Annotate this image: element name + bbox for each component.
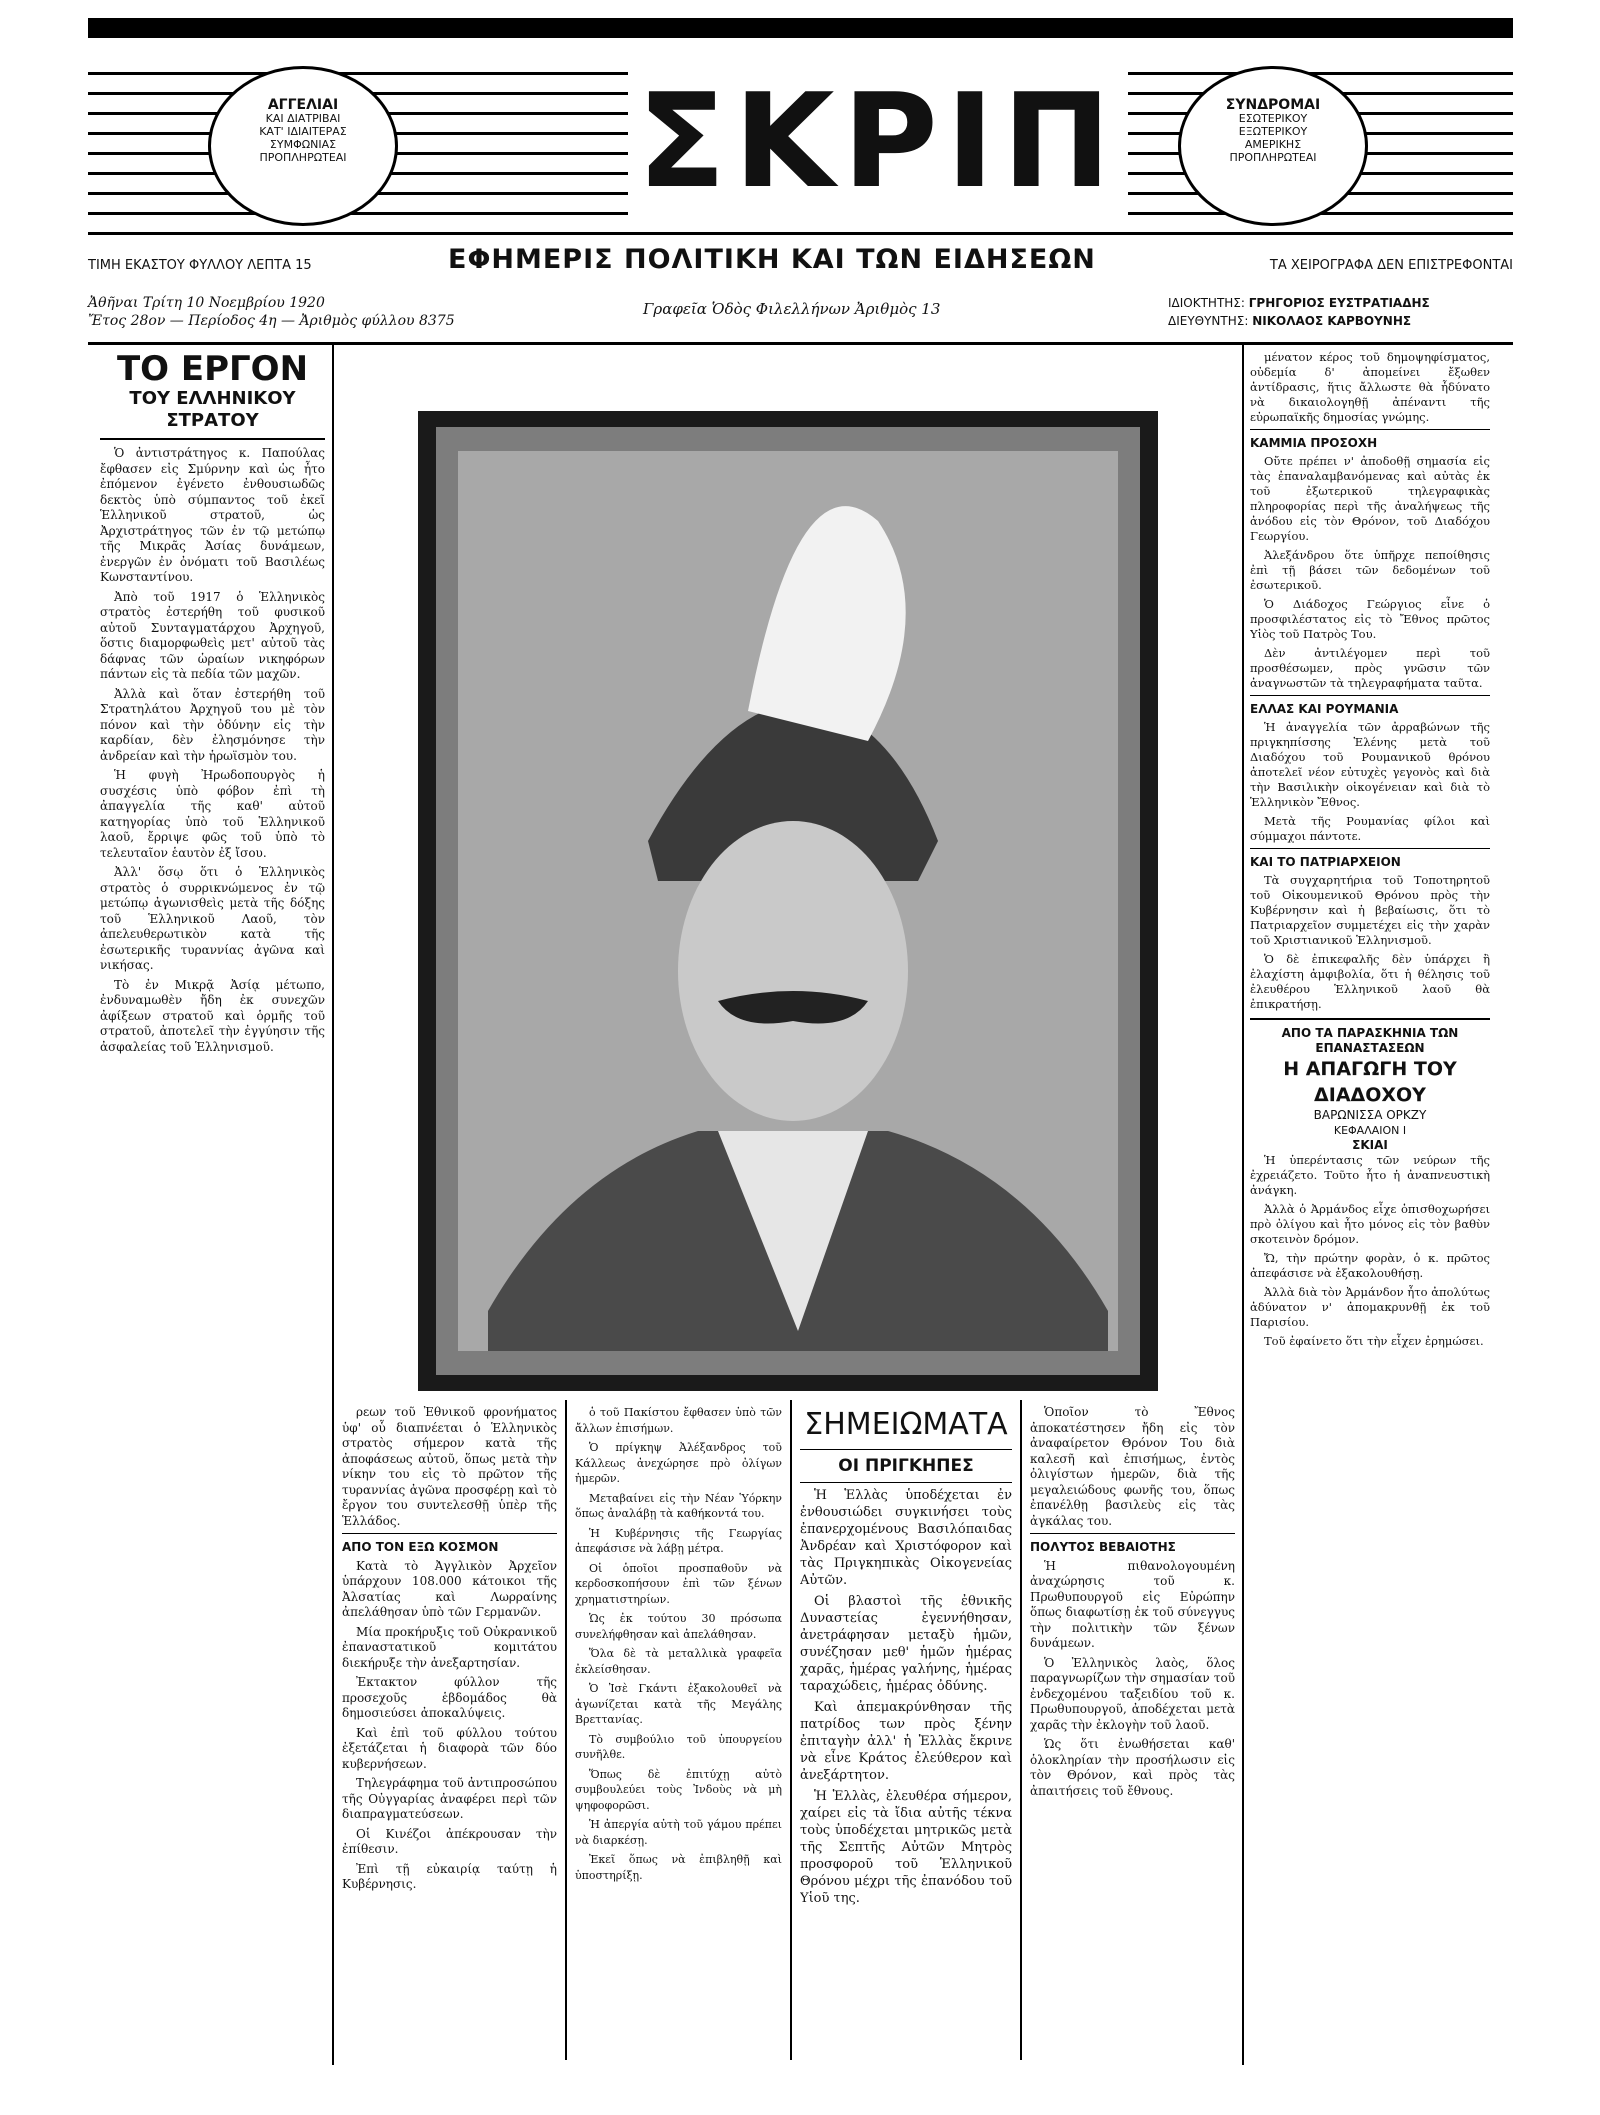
- news-item: Ὅλα δὲ τὰ μεταλλικὰ γραφεῖα ἐκλείσθησαν.: [575, 1647, 782, 1676]
- article-paragraph: Ὁ ἀντιστράτηγος κ. Παπούλας ἔφθασεν εἰς Σμύρνην καὶ ὡς ἦτο ἐπόμενον ἐγένετο ἐνθουσιωδῶς δεκτὸς ὑπὸ σύμπαντος τοῦ ἐκεῖ Ἑλληνικοῦ στρατοῦ, ὡς Ἀρχιστράτηγος τῶν ἐν τῷ μετώπῳ τῆς Μικρᾶς Ἀσίας δυνάμεων, ἐνεργῶν ἐν ὀνόματι τοῦ Βασιλέως Κωνσταντίνου.: [100, 446, 325, 584]
- section-title: ΠΟΛΥΤΟΣ ΒΕΒΑΙΟΤΗΣ: [1030, 1540, 1176, 1554]
- article-paragraph: Ἀπὸ τοῦ 1917 ὁ Ἑλληνικὸς στρατὸς ἐστερήθη τοῦ φυσικοῦ αὐτοῦ Συνταγματάρχου Ἀρχηγοῦ, ὅστις διαμορφωθεὶς μετ' αὐτοῦ τὰς δάφνας τῶν ὡραίων νικηφόρων πάντων εἰς τὰ πεδία τῶν μαχῶν.: [100, 589, 325, 681]
- serial-chapter: ΚΕΦΑΛΑΙΟΝ I: [1333, 1124, 1407, 1137]
- article-paragraph: Οἱ βλαστοὶ τῆς ἐθνικῆς Δυναστείας ἐγεννήθησαν, ἀνετράφησαν μεταξὺ ἡμῶν, συνέζησαν μεθ' ἡμῶν ἡμέρας χαρᾶς, ἡμέρας γαλήνης, ἡμέρας ταραχώδεις, ἡμέρας ὀδύνης.: [800, 1594, 1012, 1694]
- news-item: Τὸ συμβούλιο τοῦ ὑπουργείου συνῆλθε.: [575, 1732, 782, 1761]
- subscription-seal-line: ΠΡΟΠΛΗΡΩΤΕΑΙ: [1229, 151, 1317, 164]
- article-paragraph: Οὔτε πρέπει ν' ἀποδοθῇ σημασία εἰς τὰς ἐπαναλαμβανόμενας καὶ αὐτὰς ἐκ τοῦ ἐξωτερικοῦ τηλεγραφικὰς πληροφορίας περὶ τῆς ἀναλήψεως τῆς ἀνόδου εἰς τὸν Θρόνον, τοῦ Διαδόχου Γεωργίου.: [1250, 454, 1490, 543]
- subscription-seal-line: ΕΣΩΤΕΡΙΚΟΥ: [1238, 112, 1308, 125]
- owner-name: ΓΡΗΓΟΡΙΟΣ ΕΥΣΤΡΑΤΙΑΔΗΣ: [1248, 296, 1430, 310]
- news-item: Κατὰ τὸ Ἀγγλικὸν Ἀρχεῖον ὑπάρχουν 108.000 κάτοικοι τῆς Ἀλσατίας καὶ Λωρραίνης ἀπελάθησαν ὑπὸ τῶν Γερμανῶν.: [342, 1558, 557, 1619]
- column-divider: [565, 1400, 567, 2060]
- news-item: Ἡ ἀπεργία αὐτὴ τοῦ γάμου πρέπει νὰ διαρκέσῃ.: [575, 1818, 782, 1847]
- column-e: [1030, 1405, 1235, 2055]
- top-rule: [88, 18, 1513, 38]
- article-paragraph: Ἡ ὑπερέντασις τῶν νεύρων τῆς ἐχρειάζετο. Τοῦτο ἦτο ἡ ἀναπνευστικὴ ἀνάγκη.: [1250, 1153, 1490, 1197]
- article-paragraph: Ἡ Ἑλλὰς, ἐλευθέρα σήμερον, χαίρει εἰς τὰ ἴδια αὐτῆς τέκνα τοὺς ὑποδέχεται μητρικῶς μετὰ τῆς Σεπτῆς Αὐτῶν Μητρὸς προσφοροῦ τοῦ Ἑλληνικοῦ Θρόνου μέχρι τῆς ἐπανόδου τοῦ Υἱοῦ της.: [800, 1789, 1012, 1906]
- newspaper-subtitle: ΕΦΗΜΕΡΙΣ ΠΟΛΙΤΙΚΗ ΚΑΙ ΤΩΝ ΕΙΔΗΣΕΩΝ: [448, 244, 1096, 275]
- article-title: ΤΟ ΕΡΓΟΝ: [116, 350, 309, 389]
- subscription-seal-line: ΑΜΕΡΙΚΗΣ: [1244, 138, 1302, 151]
- news-item: Οἱ ὁποῖοι προσπαθοῦν νὰ κερδοσκοπήσουν ἐπὶ τῶν ξένων χρηματιστηρίων.: [575, 1561, 782, 1606]
- left-article: [100, 350, 325, 2055]
- serial-title: Η ΑΠΑΓΩΓΗ ΤΟΥ ΔΙΑΔΟΧΟΥ: [1283, 1058, 1457, 1106]
- notes-title: ΣΗΜΕΙΩΜΑΤΑ: [804, 1407, 1008, 1442]
- masthead-subline: [88, 244, 1513, 276]
- article-paragraph: Μετὰ τῆς Ρουμανίας φίλοι καὶ σύμμαχοι πάντοτε.: [1250, 814, 1490, 843]
- staff-block: ΙΔΙΟΚΤΗΤΗΣ: ΓΡΗΓΟΡΙΟΣ ΕΥΣΤΡΑΤΙΑΔΗΣ ΔΙΕΥΘΥΝΤΗΣ: ΝΙΚΟΛΑΟΣ ΚΑΡΒΟΥΝΗΣ: [1168, 296, 1430, 328]
- article-paragraph: Ὁ Ἑλληνικὸς λαὸς, ὅλος παραγνωρίζων τὴν σημασίαν τοῦ ἐνδεχομένου ταξειδίου τοῦ κ. Πρωθυπουργοῦ, ἀποδέχεται μετὰ χαρᾶς τὴν ἐκλογὴν τοῦ λαοῦ.: [1030, 1655, 1235, 1732]
- article-paragraph: Δὲν ἀντιλέγομεν περὶ τοῦ προσθέσωμεν, πρὸς γνῶσιν τῶν ἀναγνωστῶν τὰ τηλεγραφήματα ταῦτα.: [1250, 646, 1490, 690]
- issue-number: Ἔτος 28ον — Περίοδος 4η — Ἀριθμὸς φύλλου 8375: [88, 313, 455, 329]
- director-name: ΝΙΚΟΛΑΟΣ ΚΑΡΒΟΥΝΗΣ: [1252, 314, 1412, 328]
- news-item: Ὡς ἐκ τούτου 30 πρόσωπα συνελήφθησαν καὶ ἀπελάθησαν.: [575, 1612, 782, 1641]
- masthead: [88, 60, 1513, 275]
- price-line: ΤΙΜΗ ΕΚΑΣΤΟΥ ΦΥΛΛΟΥ ΛΕΠΤΑ 15: [88, 258, 312, 273]
- column-c: [575, 1405, 782, 2055]
- article-paragraph: Τὰ συγχαρητήρια τοῦ Τοποτηρητοῦ τοῦ Οἰκουμενικοῦ Θρόνου πρὸς τὴν Κυβέρνησιν καὶ ἡ βεβαίωσις, ὅτι τὸ Πατριαρχεῖον συμμετέχει εἰς τὴν χαρὰν τοῦ Χριστιανικοῦ Ἑλληνισμοῦ.: [1250, 873, 1490, 947]
- news-item: Ἐπὶ τῇ εὐκαιρίᾳ ταύτῃ ἡ Κυβέρνησις.: [342, 1861, 557, 1891]
- news-item: Καὶ ἐπὶ τοῦ φύλλου τούτου ἐξετάζεται ἡ διαφορὰ τῶν δύο κυβερνήσεων.: [342, 1725, 557, 1771]
- newspaper-title: ΣΚΡΙΠ: [628, 66, 1128, 216]
- news-item: Ἡ Κυβέρνησις τῆς Γεωργίας ἀπεφάσισε νὰ λάβῃ μέτρα.: [575, 1526, 782, 1555]
- section-title: ΚΑΙ ΤΟ ΠΑΤΡΙΑΡΧΕΙΟΝ: [1250, 855, 1401, 869]
- news-item: Ἐκτακτον φύλλον τῆς προσεχοῦς ἑβδομάδος θὰ δημοσιεύσει ἀποκαλύψεις.: [342, 1675, 557, 1720]
- issue-date: Ἀθῆναι Τρίτη 10 Νοεμβρίου 1920: [88, 295, 325, 311]
- news-item: Μία προκήρυξις τοῦ Οὐκρανικοῦ ἐπαναστατικοῦ κομιτάτου διεκήρυξε τὴν ἀνεξαρτησίαν.: [342, 1624, 557, 1670]
- advertising-seal-line: ΠΡΟΠΛΗΡΩΤΕΑΙ: [259, 151, 347, 164]
- advertising-seal-line: ΚΑΤ' ΙΔΙΑΙΤΕΡΑΣ: [259, 125, 347, 138]
- article-paragraph: Ἡ ἀναγγελία τῶν ἀρραβώνων τῆς πριγκηπίσσης Ἑλένης μετὰ τοῦ Διαδόχου τοῦ Ρουμανικοῦ θρόνου ἀποτελεῖ νέον εὐτυχὲς γεγονὸς καὶ διὰ τὴν Βασιλικὴν οἰκογένειαν καὶ διὰ τὸ Ἑλληνικὸν Ἔθνος.: [1250, 720, 1490, 809]
- news-item: Ἐκεῖ ὅπως νὰ ἐπιβληθῇ καὶ ὑποστηρίξῃ.: [575, 1853, 782, 1882]
- article-paragraph: Ἡ φυγὴ Ἠρωδοπουργὸς ἡ συσχέσις ὑπὸ φόβον ἐπὶ τὴ ἀπαγγελία τῆς καθ' αὐτοῦ κατηγορίας ὑπὸ τοῦ Ἑλληνικοῦ λαοῦ, ἔρριψε φῶς τοῦ ὑπὸ τὸ τελευταῖον ἑαυτὸν ἐξ ἴσου.: [100, 768, 325, 860]
- article-paragraph: Ἀλεξάνδρου ὅτε ὑπῆρχε πεποίθησις ἐπὶ τῇ βάσει τῶν δεδομένων τοῦ ἐσωτερικοῦ.: [1250, 548, 1490, 592]
- advertising-seal-line: ΚΑΙ ΔΙΑΤΡΙΒΑΙ: [265, 112, 341, 125]
- manuscripts-line: ΤΑ ΧΕΙΡΟΓΡΑΦΑ ΔΕΝ ΕΠΙΣΤΡΕΦΟΝΤΑΙ: [1269, 258, 1513, 273]
- news-item: Τηλεγράφημα τοῦ ἀντιπροσώπου τῆς Οὐγγαρίας ἀναφέρει περὶ τῶν διαπραγματεύσεων.: [342, 1776, 557, 1821]
- owner-label: ΙΔΙΟΚΤΗΤΗΣ: [1168, 296, 1241, 310]
- article-paragraph: ρεων τοῦ Ἐθνικοῦ φρονήματος ὑφ' οὗ διαπνέεται ὁ Ἑλληνικὸς στρατὸς σήμερον κατὰ τῆς ἀποφάσεως αὐτοῦ, ὅπως μετὰ τὴν νίκην του εἰς τὸ πρῶτον τῆς τυραννίας ἀγῶνα προσφέρῃ καὶ τὸ ἔργον του συντελεσθῇ ὑπὲρ τῆς Ἑλλάδος.: [342, 1405, 557, 1528]
- serial-kicker: ΑΠΟ ΤΑ ΠΑΡΑΣΚΗΝΙΑ ΤΩΝ ΕΠΑΝΑΣΤΑΣΕΩΝ: [1281, 1026, 1459, 1055]
- article-paragraph: Ὁ δὲ ἐπικεφαλῆς δὲν ὑπάρχει ἢ ἐλαχίστη ἀμφιβολία, ὅτι ἡ θέλησις τοῦ ἐλευθέρου Ἑλληνικοῦ λαοῦ θὰ ἐπικρατήσῃ.: [1250, 952, 1490, 1011]
- subscription-seal: [1178, 66, 1368, 226]
- subscription-seal-heading: ΣΥΝΔΡΟΜΑΙ: [1225, 97, 1321, 113]
- article-paragraph: Ὁ Διάδοχος Γεώργιος εἶνε ὁ προσφιλέστατος εἰς τὸ Ἔθνος πρῶτος Υἱὸς τοῦ Πατρὸς Του.: [1250, 597, 1490, 641]
- section-title: ΚΑΜΜΙΑ ΠΡΟΣΟΧΗ: [1250, 436, 1378, 450]
- article-paragraph: Ἀλλὰ διὰ τὸν Ἀρμάνδον ἦτο ἀπολύτως ἀδύνατον ν' ἀπομακρυνθῇ ἐκ τοῦ Παρισίου.: [1250, 1285, 1490, 1329]
- article-paragraph: Ὁποῖον τὸ Ἔθνος ἀποκατέστησεν ἤδη εἰς τὸν ἀναφαίρετον Θρόνον Του διὰ καλεσῆ καὶ ἐπισήμως, ἐντὸς ὀλιγίστων ἡμερῶν, διὰ τῆς μεγαλειώδους φωνῆς του, ὅπως ἐπανέλθῃ βασιλεὺς εἰς τὰς ἀγκάλας του.: [1030, 1405, 1235, 1528]
- article-paragraph: Ἀλλ' ὅσῳ ὅτι ὁ Ἑλληνικὸς στρατὸς ὁ συρρικνώμενος ἐν τῷ μετώπῳ ἀγωνισθεὶς μετὰ τῆς δόξης τοῦ Ἑλληνικοῦ Λαοῦ, τὸν ἀπελευθερωτικὸν κατὰ τῆς ἐσωτερικῆς τυραννίας ἀγῶνα καὶ νικήσας.: [100, 865, 325, 972]
- article-paragraph: Ἡ Ἑλλὰς ὑποδέχεται ἐν ἐνθουσιώδει συγκινήσει τοὺς ἐπανερχομένους Βασιλόπαιδας Ἀνδρέαν καὶ Χριστόφορον καὶ τὰς Πριγκηπικὰς Οἰκογενείας Αὐτῶν.: [800, 1488, 1012, 1588]
- column-b: [342, 1405, 557, 2055]
- advertising-seal-heading: ΑΓΓΕΛΙΑΙ: [267, 97, 339, 113]
- article-paragraph: Ἀλλὰ ὁ Ἀρμάνδος εἶχε ὁπισθοχωρήσει πρὸ ὀλίγου καὶ ἦτο μόνος εἰς τὸν βαθὺν σκοτεινὸν δρόμον.: [1250, 1202, 1490, 1246]
- date-block: [88, 294, 455, 330]
- column-divider: [332, 345, 334, 2065]
- article-paragraph: Ἀλλὰ καὶ ὅταν ἐστερήθη τοῦ Στρατηλάτου Ἀρχηγοῦ του μὲ τὸν πόνον καὶ τὴν ὀδύνην εἰς τὴν καρδίαν, δὲν ἐλησμόνησε τὴν ἀνδρείαν καὶ τὴν ἡρωϊσμὸν του.: [100, 686, 325, 763]
- news-item: Οἱ Κινέζοι ἀπέκρουσαν τὴν ἐπίθεσιν.: [342, 1826, 557, 1856]
- section-title: ΕΛΛΑΣ ΚΑΙ ΡΟΥΜΑΝΙΑ: [1250, 702, 1399, 716]
- advertising-seal: [208, 66, 398, 226]
- article-paragraph: Ἡ πιθανολογουμένη ἀναχώρησις τοῦ κ. Πρωθυπουργοῦ εἰς Εὐρώπην ὅπως διαφωτίσῃ ἐκ τοῦ σύνεγγυς τὴν πολιτικὴν τῶν ξένων δυνάμεων.: [1030, 1558, 1235, 1650]
- director-label: ΔΙΕΥΘΥΝΤΗΣ: [1168, 314, 1245, 328]
- serial-chapter-title: ΣΚΙΑΙ: [1352, 1138, 1388, 1152]
- article-paragraph: Ὡς ὅτι ἐνωθήσεται καθ' ὁλοκληρίαν τὴν προσήλωσιν εἰς τὸν Θρόνον, καὶ πρὸς τὰς ἀπαιτήσεις τοῦ ἔθνους.: [1030, 1737, 1235, 1798]
- column-d: [800, 1405, 1012, 2055]
- news-item: Ὅπως δὲ ἐπιτύχῃ αὐτὸ συμβουλεύει τοὺς Ἰνδοὺς νὰ μὴ ψηφοφορῶσι.: [575, 1767, 782, 1812]
- office-address: Γραφεῖα Ὁδὸς Φιλελλήνων Ἀριθμὸς 13: [643, 300, 941, 318]
- portrait-illustration: [418, 411, 1158, 1391]
- news-item: Μεταβαίνει εἰς τὴν Νέαν Ὑόρκην ὅπως ἀναλάβῃ τὰ καθήκοντά του.: [575, 1491, 782, 1520]
- article-paragraph: μένατον κέρος τοῦ δημοψηφίσματος, οὐδεμία δ' ἀπομείνει ἔξωθεν ἀντίδρασις, ἥτις ἄλλωστε θὰ ἦδύνατο νὰ δικαιολογηθῇ ἀπέναντι τῆς εὐρωπαϊκῆς δημοσίας γνώμης.: [1250, 350, 1490, 424]
- column-divider: [790, 1400, 792, 2060]
- subscription-seal-line: ΕΞΩΤΕΡΙΚΟΥ: [1238, 125, 1308, 138]
- column-divider: [1242, 345, 1244, 2065]
- advertising-seal-line: ΣΥΜΦΩΝΙΑΣ: [269, 138, 337, 151]
- news-item: Ὁ πρίγκηψ Ἀλέξανδρος τοῦ Κάλλεως ἀνεχώρησε πρὸ ὀλίγων ἡμερῶν.: [575, 1441, 782, 1485]
- article-paragraph: Ὤ, τὴν πρώτην φορὰν, ὁ κ. πρῶτος ἀπεφάσισε νὰ ἐξακολουθήσῃ.: [1250, 1251, 1490, 1280]
- article-paragraph: Τοῦ ἐφαίνετο ὅτι τὴν εἶχεν ἐρημώσει.: [1264, 1334, 1484, 1348]
- right-column: [1250, 350, 1490, 2055]
- news-item: Ὁ Ἰσὲ Γκάντι ἐξακολουθεῖ νὰ ἀγωνίζεται κατὰ τῆς Μεγάλης Βρεττανίας.: [575, 1682, 782, 1726]
- article-paragraph: Τὸ ἐν Μικρᾷ Ἀσίᾳ μέτωπο, ἐνδυναμωθὲν ἤδη ἐκ συνεχῶν ἀφίξεων στρατοῦ καὶ ὁρμῆς τοῦ στρατοῦ, ἀποτελεῖ τὴν ἐγγύησιν τῆς ἀσφαλείας τοῦ Ἑλληνισμοῦ.: [100, 977, 325, 1054]
- section-title: ΑΠΟ ΤΟΝ ΕΞΩ ΚΟΣΜΟΝ: [342, 1540, 499, 1554]
- serial-author: ΒΑΡΩΝΙΣΣΑ ΟΡΚΖΥ: [1313, 1108, 1427, 1122]
- news-item: ὁ τοῦ Πακίστου ἔφθασεν ὑπὸ τῶν ἄλλων ἐπισήμων.: [575, 1406, 782, 1435]
- section-title: ΟΙ ΠΡΙΓΚΗΠΕΣ: [838, 1456, 974, 1476]
- article-paragraph: Καὶ ἀπεμακρύνθησαν τῆς πατρίδος των πρὸς ξένην ἐπιταγὴν ἀλλ' ἡ Ἑλλὰς ἔκρινε νὰ εἶνε Κράτος ἐλεύθερον καὶ ἀνεξάρτητον.: [800, 1700, 1012, 1783]
- column-divider: [1020, 1400, 1022, 2060]
- dateline: [88, 292, 1513, 345]
- article-subtitle: ΤΟΥ ΕΛΛΗΝΙΚΟΥ ΣΤΡΑΤΟΥ: [129, 388, 296, 431]
